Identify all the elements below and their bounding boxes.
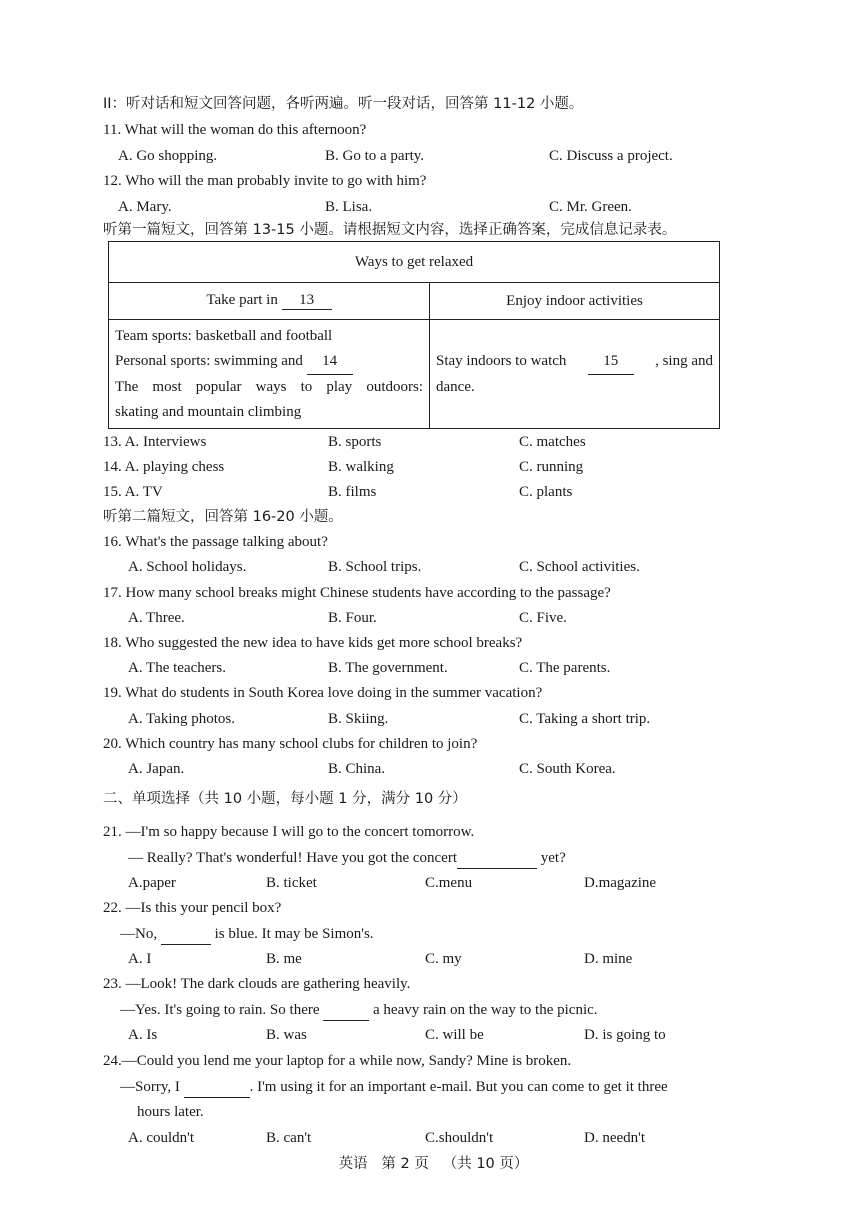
left-cell-line-4: skating and mountain climbing <box>115 403 302 420</box>
question-23-option-d[interactable]: D. is going to <box>584 1027 666 1043</box>
question-12-option-b[interactable]: B. Lisa. <box>325 199 373 215</box>
question-22-line-1: 22. —Is this your pencil box? <box>103 900 282 916</box>
question-12-option-a[interactable]: A. Mary. <box>118 199 172 215</box>
left-cell-line-1: Team sports: basketball and football <box>115 327 333 344</box>
table-right-cell <box>430 320 720 429</box>
question-18-stem: 18. Who suggested the new idea to have kids get more school breaks? <box>103 635 523 651</box>
question-19-option-c[interactable]: C. Taking a short trip. <box>519 711 651 727</box>
question-16-option-c[interactable]: C. School activities. <box>519 559 640 575</box>
section-intro-listening: II：听对话和短文回答问题，各听两遍。听一段对话，回答第 11-12 小题。 <box>103 96 584 112</box>
question-23-line-2-text: —Yes. It's going to rain. So there <box>120 1002 320 1018</box>
question-22-line-2-suffix: is blue. It may be Simon's. <box>214 926 374 942</box>
question-16-stem: 16. What's the passage talking about? <box>103 534 328 550</box>
question-14-option-a[interactable]: 14. A. playing chess <box>103 459 225 475</box>
question-24-line-1: 24.—Could you lend me your laptop for a while now, Sandy? Mine is broken. <box>103 1053 572 1069</box>
info-record-table <box>108 241 720 429</box>
question-15-option-b[interactable]: B. films <box>328 484 377 500</box>
question-13-option-b[interactable]: B. sports <box>328 434 382 450</box>
question-21-option-a[interactable]: A.paper <box>128 875 176 891</box>
left-cell-line-3: The most popular ways to play outdoors: <box>115 378 423 395</box>
question-17-option-c[interactable]: C. Five. <box>519 610 567 626</box>
question-22-option-a[interactable]: A. I <box>128 951 152 967</box>
question-24-line-2-suffix: using it for an important e-mail. But you can come to get it three <box>280 1079 668 1095</box>
table-left-cell <box>109 320 430 429</box>
question-21-blank[interactable] <box>457 848 537 869</box>
question-23-option-c[interactable]: C. will be <box>425 1027 484 1043</box>
question-16-option-a[interactable]: A. School holidays. <box>128 559 247 575</box>
question-24-blank[interactable] <box>184 1077 250 1098</box>
question-13-option-c[interactable]: C. matches <box>519 434 586 450</box>
question-12-option-c[interactable]: C. Mr. Green. <box>549 199 632 215</box>
right-cell-line-2: dance. <box>436 378 475 395</box>
question-21-option-c[interactable]: C.menu <box>425 875 473 891</box>
table-left-header <box>109 283 430 320</box>
question-24-option-d[interactable]: D. needn't <box>584 1130 646 1146</box>
question-14-option-b[interactable]: B. walking <box>328 459 394 475</box>
question-18-option-a[interactable]: A. The teachers. <box>128 660 227 676</box>
question-21-line-1: 21. —I'm so happy because I will go to the concert tomorrow. <box>103 824 475 840</box>
question-14-option-c[interactable]: C. running <box>519 459 584 475</box>
section-single-choice-header: 二、单项选择（共 10 小题，每小题 1 分，满分 10 分） <box>103 791 467 807</box>
question-21-option-d[interactable]: D.magazine <box>584 875 657 891</box>
question-17-option-a[interactable]: A. Three. <box>128 610 185 626</box>
question-24-option-b[interactable]: B. can't <box>266 1130 312 1146</box>
page-footer: 英语 第 2 页 （共 10 页） <box>338 1156 529 1172</box>
table-title: Ways to get relaxed <box>109 242 720 283</box>
question-18-option-c[interactable]: C. The parents. <box>519 660 611 676</box>
question-24-line-2-text: —Sorry, I <box>120 1079 180 1095</box>
question-24-line-2 <box>120 1077 668 1098</box>
question-17-option-b[interactable]: B. Four. <box>328 610 377 626</box>
question-24-line-3: hours later. <box>137 1104 204 1120</box>
question-18-option-b[interactable]: B. The government. <box>328 660 448 676</box>
question-22-blank[interactable] <box>161 924 211 945</box>
question-22-option-d[interactable]: D. mine <box>584 951 633 967</box>
question-22-line-2 <box>120 924 374 945</box>
question-20-stem: 20. Which country has many school clubs for children to join? <box>103 736 478 752</box>
question-19-option-a[interactable]: A. Taking photos. <box>128 711 236 727</box>
question-19-stem: 19. What do students in South Korea love doing in the summer vacation? <box>103 685 543 701</box>
table-right-header: Enjoy indoor activities <box>430 283 720 320</box>
question-15-option-a[interactable]: 15. A. TV <box>103 484 163 500</box>
question-13-option-a[interactable]: 13. A. Interviews <box>103 434 207 450</box>
question-11-option-c[interactable]: C. Discuss a project. <box>549 148 673 164</box>
question-22-option-b[interactable]: B. me <box>266 951 302 967</box>
question-23-option-b[interactable]: B. was <box>266 1027 307 1043</box>
question-16-option-b[interactable]: B. School trips. <box>328 559 422 575</box>
question-20-option-b[interactable]: B. China. <box>328 761 386 777</box>
blank-15[interactable]: 15 <box>588 349 634 375</box>
question-24-option-c[interactable]: C.shouldn't <box>425 1130 494 1146</box>
question-12-stem: 12. Who will the man probably invite to go with him? <box>103 173 427 189</box>
question-21-line-2 <box>128 848 566 869</box>
passage-1-intro: 听第一篇短文，回答第 13-15 小题。请根据短文内容，选择正确答案，完成信息记录表。 <box>103 222 677 238</box>
question-23-line-2 <box>120 1000 598 1021</box>
question-24-line-2-mid: . I'm <box>249 1079 277 1095</box>
left-cell-line-2-label: Personal sports: swimming and <box>115 352 303 369</box>
right-cell-line-1-suffix: , sing and <box>655 352 713 369</box>
question-23-option-a[interactable]: A. Is <box>128 1027 158 1043</box>
question-24-option-a[interactable]: A. couldn't <box>128 1130 195 1146</box>
question-22-option-c[interactable]: C. my <box>425 951 462 967</box>
question-21-line-2-suffix: yet? <box>540 850 566 866</box>
table-left-header-label: Take part in <box>206 292 278 308</box>
left-cell-line-2 <box>115 349 423 375</box>
question-19-option-b[interactable]: B. Skiing. <box>328 711 389 727</box>
right-cell-line-1 <box>436 349 713 375</box>
question-23-blank[interactable] <box>323 1000 369 1021</box>
question-23-line-1: 23. —Look! The dark clouds are gathering heavily. <box>103 976 411 992</box>
passage-2-intro: 听第二篇短文，回答第 16-20 小题。 <box>103 509 343 525</box>
question-22-line-2-text: —No, <box>120 926 158 942</box>
question-20-option-c[interactable]: C. South Korea. <box>519 761 616 777</box>
question-11-option-a[interactable]: A. Go shopping. <box>118 148 218 164</box>
blank-14[interactable]: 14 <box>307 349 353 375</box>
question-15-option-c[interactable]: C. plants <box>519 484 573 500</box>
blank-13[interactable]: 13 <box>282 292 332 310</box>
question-21-option-b[interactable]: B. ticket <box>266 875 317 891</box>
question-17-stem: 17. How many school breaks might Chinese students have according to the passage? <box>103 585 611 601</box>
question-11-stem: 11. What will the woman do this afternoon? <box>103 122 367 138</box>
question-23-line-2-suffix: a heavy rain on the way to the picnic. <box>373 1002 598 1018</box>
question-21-line-2-text: — Really? That's wonderful! Have you got the concert <box>128 850 457 866</box>
question-20-option-a[interactable]: A. Japan. <box>128 761 185 777</box>
question-11-option-b[interactable]: B. Go to a party. <box>325 148 425 164</box>
right-cell-line-1-label: Stay indoors to watch <box>436 352 567 369</box>
